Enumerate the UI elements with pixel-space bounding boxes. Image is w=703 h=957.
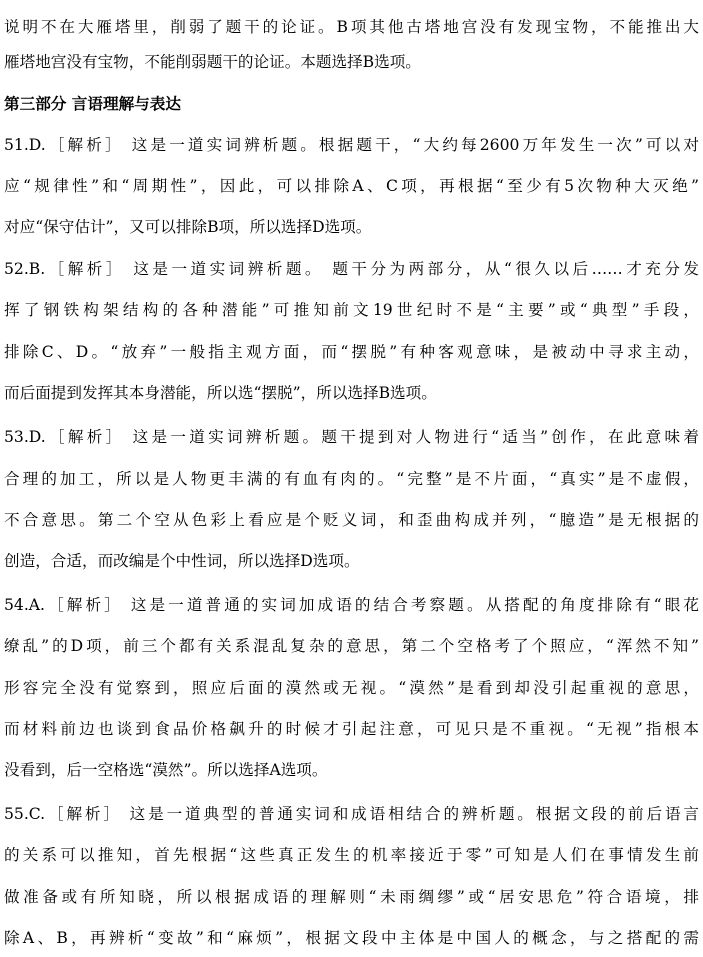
answer-line-q55: 的关系可以推知，首先根据“这些真正发生的机率接近于零”可知是人们在事情发生前 (4, 846, 699, 864)
answer-line-q52: 52.B.［解析］ 这是一道实词辨析题。 题干分为两部分，从“很久以后……才充分发 (4, 260, 699, 278)
answer-line-q52: 排除C、D。“放弃”一般指主观方面，而“摆脱”有种客观意味，是被动中寻求主动， (4, 343, 699, 361)
section-heading: 第三部分 言语理解与表达 (4, 94, 181, 113)
answer-line-q54: 形容完全没有觉察到，照应后面的漠然或无视。“漠然”是看到却没引起重视的意思， (4, 679, 699, 697)
answer-line-q53: 合理的加工，所以是人物更丰满的有血有肉的。“完整”是不片面，“真实”是不虚假， (4, 470, 699, 488)
answer-line-q53: 不合意思。第二个空从色彩上看应是个贬义词，和歪曲构成并列，“臆造”是无根据的 (4, 511, 699, 529)
text-line: 说明不在大雁塔里，削弱了题干的论证。B项其他古塔地宫没有发现宝物，不能推出大 (4, 18, 699, 36)
answer-line-q55: 55.C.［解析］ 这是一道典型的普通实词和成语相结合的辨析题。根据文段的前后语言 (4, 805, 699, 823)
text-line: 雁塔地宫没有宝物，不能削弱题干的论证。本题选择B选项。 (4, 53, 421, 71)
answer-line-q54: 而材料前边也谈到食品价格飙升的时候才引起注意，可见只是不重视。“无视”指根本 (4, 720, 699, 738)
answer-line-q51: 对应“保守估计”，又可以排除B项，所以选择D选项。 (4, 218, 372, 236)
answer-line-q53: 创造，合适，而改编是个中性词，所以选择D选项。 (4, 552, 360, 570)
answer-line-q55: 做准备或有所知晓，所以根据成语的理解则“未雨绸缪”或“居安思危”符合语境，排 (4, 888, 699, 906)
answer-line-q55: 除A、B，再辨析“变故”和“麻烦”，根据文段中主体是中国人的概念，与之搭配的需 (4, 929, 699, 947)
answer-line-q51: 51.D.［解析］ 这是一道实词辨析题。根据题干，“大约每2600万年发生一次”可以对 (4, 136, 699, 154)
answer-line-q54: 54.A.［解析］ 这是一道普通的实词加成语的结合考察题。从搭配的角度排除有“眼花 (4, 596, 699, 614)
answer-line-q54: 没看到，后一空格选“漠然”。所以选择A选项。 (4, 761, 328, 779)
answer-line-q54: 缭乱”的D项，前三个都有关系混乱复杂的意思，第二个空格考了个照应，“浑然不知” (4, 637, 699, 655)
answer-line-q52: 挥了钢铁构架结构的各种潜能”可推知前文19世纪时不是“主要”或“典型”手段， (4, 301, 699, 319)
answer-line-q53: 53.D.［解析］ 这是一道实词辨析题。题干提到对人物进行“适当”创作，在此意味着 (4, 428, 699, 446)
answer-line-q52: 而后面提到发挥其本身潜能，所以选“摆脱”，所以选择B选项。 (4, 384, 437, 402)
answer-line-q51: 应“规律性”和“周期性”，因此，可以排除A、C项，再根据“至少有5次物种大灭绝” (4, 177, 699, 195)
